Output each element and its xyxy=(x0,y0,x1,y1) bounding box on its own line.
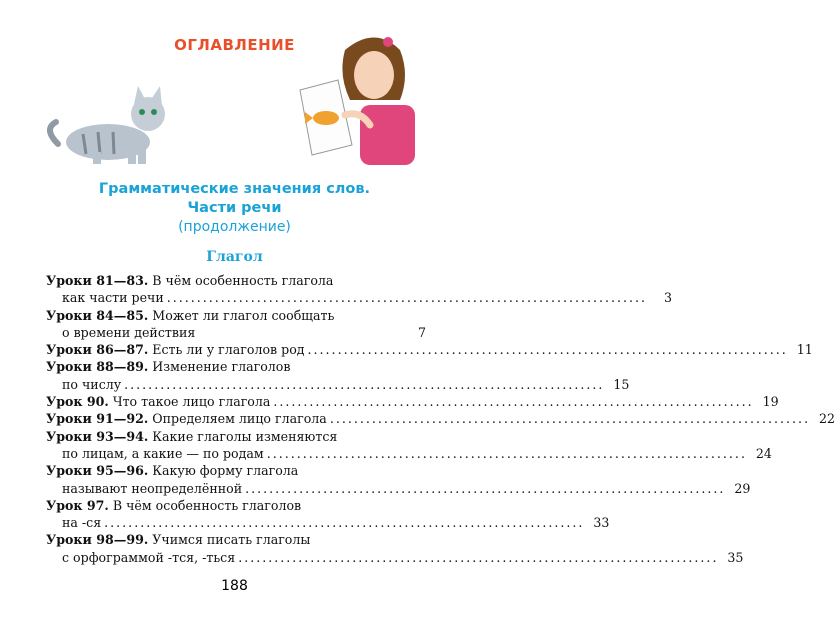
toc-entry-text xyxy=(46,393,270,410)
toc-page-number: 3 xyxy=(664,290,673,306)
toc-lesson-label: Уроки 98—99. xyxy=(46,532,149,548)
toc-entry-text xyxy=(46,497,301,514)
toc-entry[interactable] xyxy=(46,307,426,324)
toc-leader-dots: ................................................................................ xyxy=(104,515,585,531)
toc-leader-dots: ................................................................................ xyxy=(166,290,648,306)
toc-entry-text xyxy=(62,376,121,393)
toc-topic: Изменение глаголов xyxy=(152,359,291,375)
toc-leader-dots: ................................................................................ xyxy=(329,411,811,427)
toc-topic: о времени действия xyxy=(62,324,196,340)
toc-entry-text xyxy=(62,445,264,462)
toc-page-number: 7 xyxy=(417,324,426,340)
toc-leader-dots: ................................................................................ xyxy=(273,394,754,410)
page-title: ОГЛАВЛЕНИЕ xyxy=(174,36,295,54)
toc-topic: Есть ли у глаголов род xyxy=(152,342,305,358)
toc-entry-text xyxy=(62,549,235,566)
toc-leader-dots: ................................................................................ xyxy=(238,549,719,565)
toc-entry-text xyxy=(46,272,333,289)
toc-topic: В чём особенность глаголов xyxy=(112,497,302,513)
table-of-contents xyxy=(46,272,835,566)
toc-entry-text xyxy=(46,462,298,479)
toc-topic: Может ли глагол сообщать xyxy=(152,307,335,323)
toc-entry[interactable] xyxy=(46,531,426,548)
toc-page-number: 19 xyxy=(762,394,779,410)
toc-topic: Учимся писать глаголы xyxy=(152,532,311,548)
toc-topic: как части речи xyxy=(62,290,164,306)
toc-lesson-label: Уроки 95—96. xyxy=(46,463,149,479)
toc-entry-text xyxy=(46,410,327,427)
toc-entry-text xyxy=(46,341,305,358)
toc-topic: с орфограммой -тся, -ться xyxy=(62,549,236,565)
toc-page-number: 24 xyxy=(755,445,772,461)
toc-lesson-label: Уроки 93—94. xyxy=(46,428,149,444)
toc-page-number: 11 xyxy=(796,342,813,358)
toc-page-number: 29 xyxy=(734,480,751,496)
toc-page-number: 33 xyxy=(593,515,610,531)
toc-entry-text xyxy=(62,289,164,306)
toc-lesson-label: Уроки 81—83. xyxy=(46,273,149,288)
toc-entry-continuation[interactable] xyxy=(46,549,744,566)
toc-leader-dots: ................................................................................ xyxy=(266,445,747,461)
section-title-line-1: Грамматические значения слов. xyxy=(98,181,371,197)
toc-page-number: 15 xyxy=(613,376,630,392)
toc-entry[interactable] xyxy=(46,393,779,410)
toc-entry-text xyxy=(62,324,195,341)
section-title-line-2: Части речи xyxy=(187,200,282,216)
toc-lesson-label: Уроки 88—89. xyxy=(46,359,149,375)
toc-entry-text xyxy=(46,531,310,548)
toc-page-number: 22 xyxy=(819,411,835,427)
toc-lesson-label: Уроки 91—92. xyxy=(46,411,149,427)
toc-topic: Какие глаголы изменяются xyxy=(152,428,338,444)
subsection-heading: Глагол xyxy=(206,249,263,265)
toc-lesson-label: Урок 90. xyxy=(46,394,109,410)
toc-topic: по числу xyxy=(62,376,122,392)
toc-topic: называют неопределённой xyxy=(62,480,243,496)
page-number: 188 xyxy=(221,578,248,594)
toc-entry-continuation[interactable] xyxy=(46,514,610,531)
toc-entry[interactable] xyxy=(46,410,835,427)
toc-entry[interactable] xyxy=(46,272,426,289)
toc-entry-text xyxy=(62,480,242,497)
toc-entry-text xyxy=(46,358,290,375)
toc-page-number: 35 xyxy=(727,549,744,565)
toc-topic: Определяем лицо глагола xyxy=(152,411,327,427)
toc-entry-continuation[interactable] xyxy=(46,480,751,497)
toc-lesson-label: Урок 97. xyxy=(46,497,109,513)
toc-entry[interactable] xyxy=(46,428,426,445)
toc-entry-continuation[interactable] xyxy=(46,376,630,393)
toc-entry-continuation[interactable] xyxy=(46,289,673,306)
toc-entry[interactable] xyxy=(46,497,426,514)
toc-entry-text xyxy=(62,514,101,531)
toc-entry[interactable] xyxy=(46,358,426,375)
girl-with-drawing-illustration xyxy=(290,30,450,165)
toc-leader-dots: ................................................................................ xyxy=(245,480,726,496)
toc-entry[interactable] xyxy=(46,462,426,479)
toc-entry[interactable] xyxy=(46,341,813,358)
toc-entry-text xyxy=(46,307,334,324)
toc-topic: В чём особенность глагола xyxy=(152,273,334,288)
toc-topic: на -ся xyxy=(62,515,102,531)
toc-entry-continuation[interactable] xyxy=(46,445,772,462)
toc-entry-continuation[interactable] xyxy=(46,324,426,341)
toc-topic: по лицам, а какие — по родам xyxy=(62,445,264,461)
cat-illustration xyxy=(38,74,178,174)
toc-lesson-label: Уроки 84—85. xyxy=(46,307,149,323)
toc-leader-dots: ................................................................................ xyxy=(307,342,788,358)
toc-entry-text xyxy=(46,428,337,445)
toc-leader-dots: ................................................................................ xyxy=(124,376,605,392)
section-heading xyxy=(0,180,469,237)
toc-topic: Какую форму глагола xyxy=(152,463,299,479)
toc-lesson-label: Уроки 86—87. xyxy=(46,342,149,358)
toc-topic: Что такое лицо глагола xyxy=(112,394,271,410)
section-title-continued: (продолжение) xyxy=(178,219,291,235)
